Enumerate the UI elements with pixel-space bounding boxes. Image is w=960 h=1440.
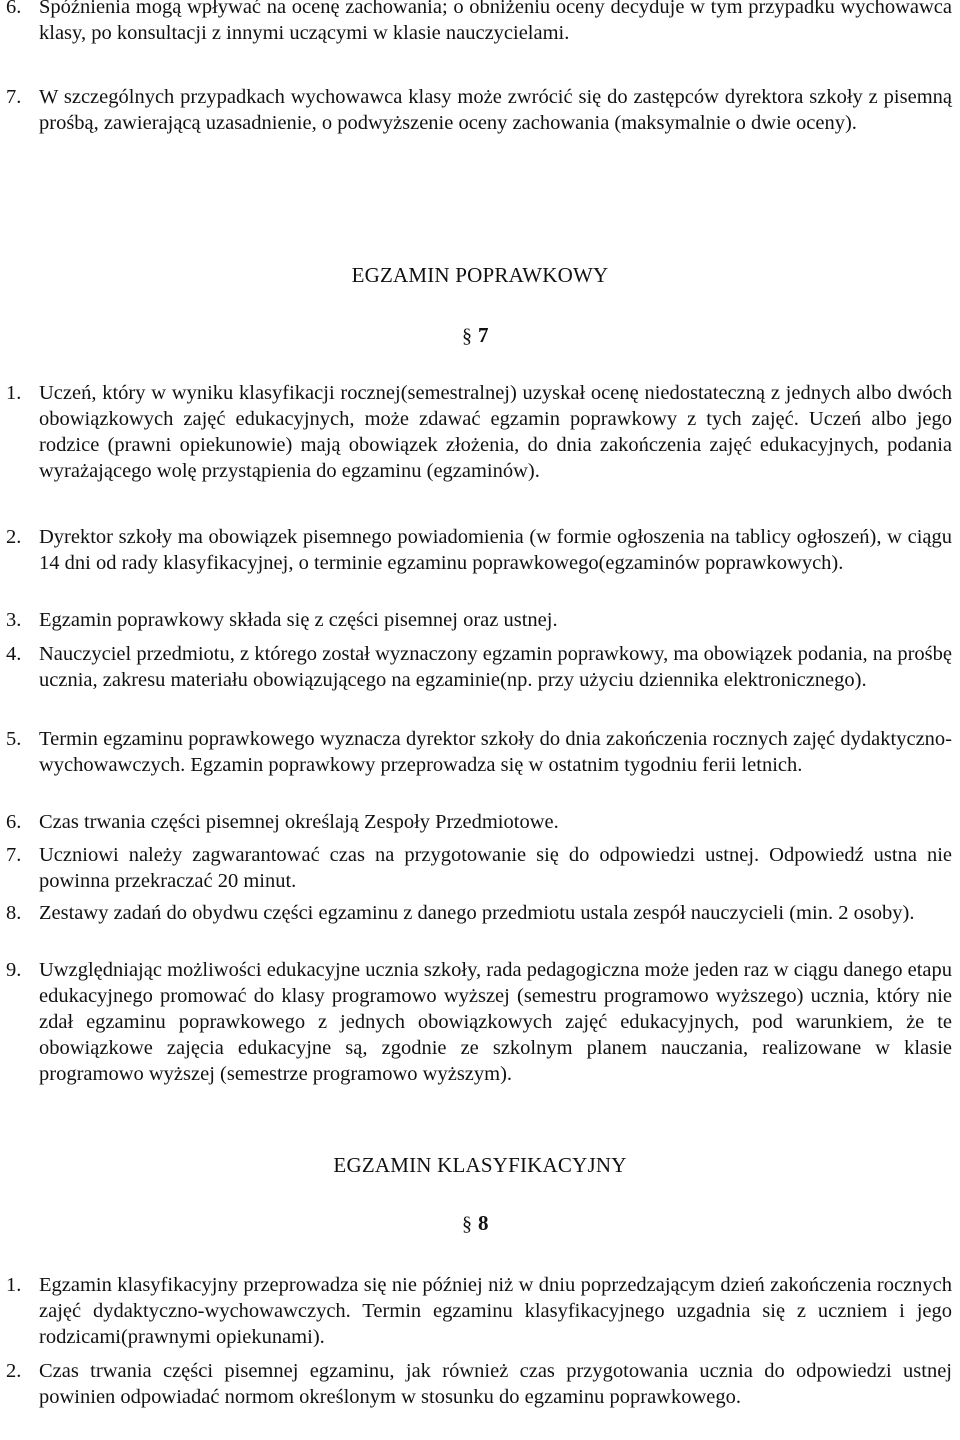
list-item bbox=[6, 380, 952, 484]
item-number: 2. bbox=[6, 526, 22, 548]
section-symbol: § bbox=[462, 1213, 472, 1235]
section-number-value: 7 bbox=[478, 323, 489, 347]
section-number bbox=[462, 322, 489, 349]
item-number: 6. bbox=[6, 0, 22, 18]
list-item bbox=[6, 524, 952, 576]
item-text: Uczeń, który w wyniku klasyfikacji rocznej(semestralnej) uzyskał ocenę niedostateczną z jednych albo dwóch obowiązkowych zajęć edukacyjnych, może zdawać egzamin poprawkowy z tych zajęć. Uczeń albo jego rodzice (prawni opiekunowie) mają obowiązek złożenia, do dnia zakończenia zajęć edukacyjnych, podania wyrażającego wolę przystąpienia do egzaminu (egzaminów). bbox=[39, 382, 952, 482]
list-item bbox=[6, 607, 952, 633]
item-text: Spóźnienia mogą wpływać na ocenę zachowania; o obniżeniu oceny decyduje w tym przypadku wychowawca klasy, po konsultacji z innymi uczącymi w klasie nauczycielami. bbox=[39, 0, 952, 44]
item-text: Egzamin poprawkowy składa się z części pisemnej oraz ustnej. bbox=[39, 609, 558, 631]
list-item bbox=[6, 957, 952, 1087]
list-item bbox=[6, 641, 952, 693]
item-number: 3. bbox=[6, 609, 22, 631]
item-number: 2. bbox=[6, 1360, 22, 1382]
item-text: Egzamin klasyfikacyjny przeprowadza się nie później niż w dniu poprzedzającym dzień zakończenia rocznych zajęć dydaktyczno-wychowawczych. Termin egzaminu klasyfikacyjnego uzgadnia się z uczniem i jego rodzicami(prawnymi opiekunami). bbox=[39, 1274, 952, 1348]
item-number: 7. bbox=[6, 844, 22, 866]
list-item bbox=[6, 900, 952, 926]
item-text: Czas trwania części pisemnej egzaminu, jak również czas przygotowania ucznia do odpowiedzi ustnej powinien odpowiadać normom określonym w stosunku do egzaminu poprawkowego. bbox=[39, 1360, 952, 1408]
item-text: Zestawy zadań do obydwu części egzaminu z danego przedmiotu ustala zespół nauczycieli (min. 2 osoby). bbox=[39, 902, 915, 924]
section-heading: EGZAMIN KLASYFIKACYJNY bbox=[333, 1153, 627, 1177]
item-text: W szczególnych przypadkach wychowawca klasy może zwrócić się do zastępców dyrektora szkoły z pisemną prośbą, zawierającą uzasadnienie, o podwyższenie oceny zachowania (maksymalnie o dwie oceny). bbox=[39, 86, 952, 134]
list-item bbox=[6, 842, 952, 894]
item-number: 8. bbox=[6, 902, 22, 924]
section-heading: EGZAMIN POPRAWKOWY bbox=[351, 263, 609, 287]
section-number bbox=[462, 1210, 489, 1237]
item-number: 1. bbox=[6, 382, 22, 404]
list-item bbox=[6, 809, 952, 835]
item-text: Uczniowi należy zagwarantować czas na przygotowanie się do odpowiedzi ustnej. Odpowiedź ustna nie powinna przekraczać 20 minut. bbox=[39, 844, 952, 892]
list-item bbox=[6, 1358, 952, 1410]
item-number: 1. bbox=[6, 1274, 22, 1296]
item-text: Uwzględniając możliwości edukacyjne ucznia szkoły, rada pedagogiczna może jeden raz w ciągu danego etapu edukacyjnego promować do klasy programowo wyższej (semestru programowo wyższego) ucznia, który nie zdał egzaminu poprawkowego z jednych obowiązkowych zajęć edukacyjnych, pod warunkiem, że te obowiązkowe zajęcia edukacyjne są, zgodnie ze szkolnym planem nauczania, realizowane w klasie programowo wyższej (semestrze programowo wyższym). bbox=[39, 959, 952, 1085]
list-item bbox=[6, 1272, 952, 1350]
item-text: Nauczyciel przedmiotu, z którego został wyznaczony egzamin poprawkowy, ma obowiązek podania, na prośbę ucznia, zakresu materiału obowiązującego na egzaminie(np. przy użyciu dziennika elektronicznego). bbox=[39, 643, 952, 691]
item-number: 6. bbox=[6, 811, 22, 833]
item-text: Dyrektor szkoły ma obowiązek pisemnego powiadomienia (w formie ogłoszenia na tablicy ogłoszeń), w ciągu 14 dni od rady klasyfikacyjnej, o terminie egzaminu poprawkowego(egzaminów poprawkowych). bbox=[39, 526, 952, 574]
list-item bbox=[6, 726, 952, 778]
item-text: Czas trwania części pisemnej określają Zespoły Przedmiotowe. bbox=[39, 811, 559, 833]
item-text: Termin egzaminu poprawkowego wyznacza dyrektor szkoły do dnia zakończenia rocznych zajęć dydaktyczno-wychowawczych. Egzamin poprawkowy przeprowadza się w ostatnim tygodniu ferii letnich. bbox=[39, 728, 952, 776]
list-item bbox=[6, 0, 952, 46]
section-symbol: § bbox=[462, 325, 472, 347]
item-number: 9. bbox=[6, 959, 22, 981]
section-number-value: 8 bbox=[478, 1211, 489, 1235]
item-number: 7. bbox=[6, 86, 22, 108]
item-number: 4. bbox=[6, 643, 22, 665]
list-item bbox=[6, 84, 952, 136]
item-number: 5. bbox=[6, 728, 22, 750]
